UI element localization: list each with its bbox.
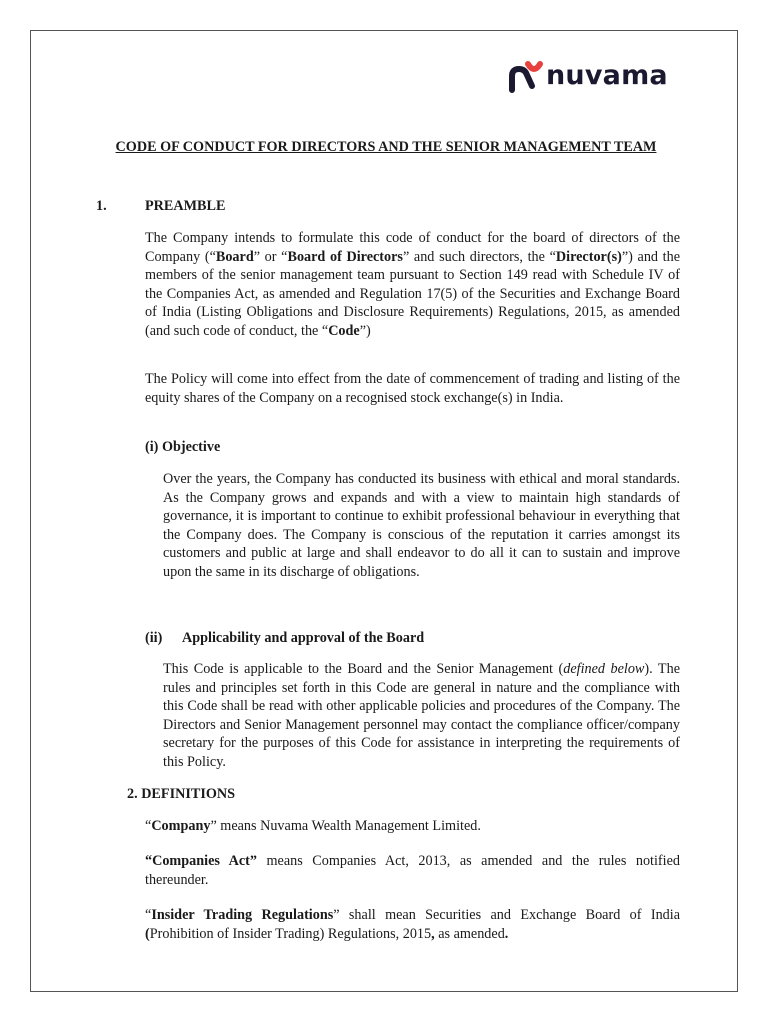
preamble-paragraph-2: The Policy will come into effect from the date of commencement of trading and listing of the equity shares of the Company on a recognised stock exchange(s) in India. bbox=[145, 371, 680, 406]
document-title: CODE OF CONDUCT FOR DIRECTORS AND THE SENIOR MANAGEMENT TEAM bbox=[115, 139, 657, 155]
applicability-number: (ii) bbox=[145, 630, 163, 646]
applicability-heading: Applicability and approval of the Board bbox=[182, 630, 425, 646]
nuvama-logo bbox=[508, 58, 668, 98]
objective-paragraph: Over the years, the Company has conducted its business with ethical and moral standards. As the Company grows and expands and with a view to maintain high standards of governance, it is important to continue to exhibit professional behaviour in everything that the Company does. The Company is conscious of the reputation it carries amongst its customers and public at large and shall endeavor to do all it can to sustain and improve upon the same in its discharge of obligations. bbox=[163, 471, 680, 580]
applicability-paragraph: This Code is applicable to the Board and the Senior Management (defined below). The rules and principles set forth in this Code are general in nature and the compliance with this Code shall be read with other applicable policies and procedures of the Company. The Directors and Senior Management personnel may contact the compliance officer/company secretary for the purposes of this Code for assistance in interpreting the requirements of this Policy. bbox=[163, 661, 680, 770]
definition-companies-act: “Companies Act” means Companies Act, 2013, as amended and the rules notified thereunder. bbox=[145, 853, 680, 888]
section-1-number: 1. bbox=[96, 198, 107, 214]
definition-company: “Company” means Nuvama Wealth Management Limited. bbox=[145, 818, 481, 834]
section-1-heading: PREAMBLE bbox=[145, 198, 226, 214]
objective-heading: (i) Objective bbox=[145, 439, 221, 455]
preamble-paragraph-1: The Company intends to formulate this code of conduct for the board of directors of the Company (“Board” or “Board of Directors” and such directors, the “Director(s)”) and the members of the senior management team pursuant to Section 149 read with Schedule IV of the Companies Act, as amended and Regulation 17(5) of the Securities and Exchange Board of India (Listing Obligations and Disclosure Requirements) Regulations, 2015, as amended (and such code of conduct, the “Code”) bbox=[145, 230, 681, 339]
section-2-heading: 2. DEFINITIONS bbox=[127, 786, 236, 802]
nuvama-wordmark: nuvama bbox=[546, 60, 668, 91]
definition-insider-trading: “Insider Trading Regulations” shall mean Securities and Exchange Board of India (Prohibition of Insider Trading) Regulations, 2015, as amended. bbox=[145, 907, 680, 942]
nuvama-logo-icon bbox=[508, 60, 544, 96]
